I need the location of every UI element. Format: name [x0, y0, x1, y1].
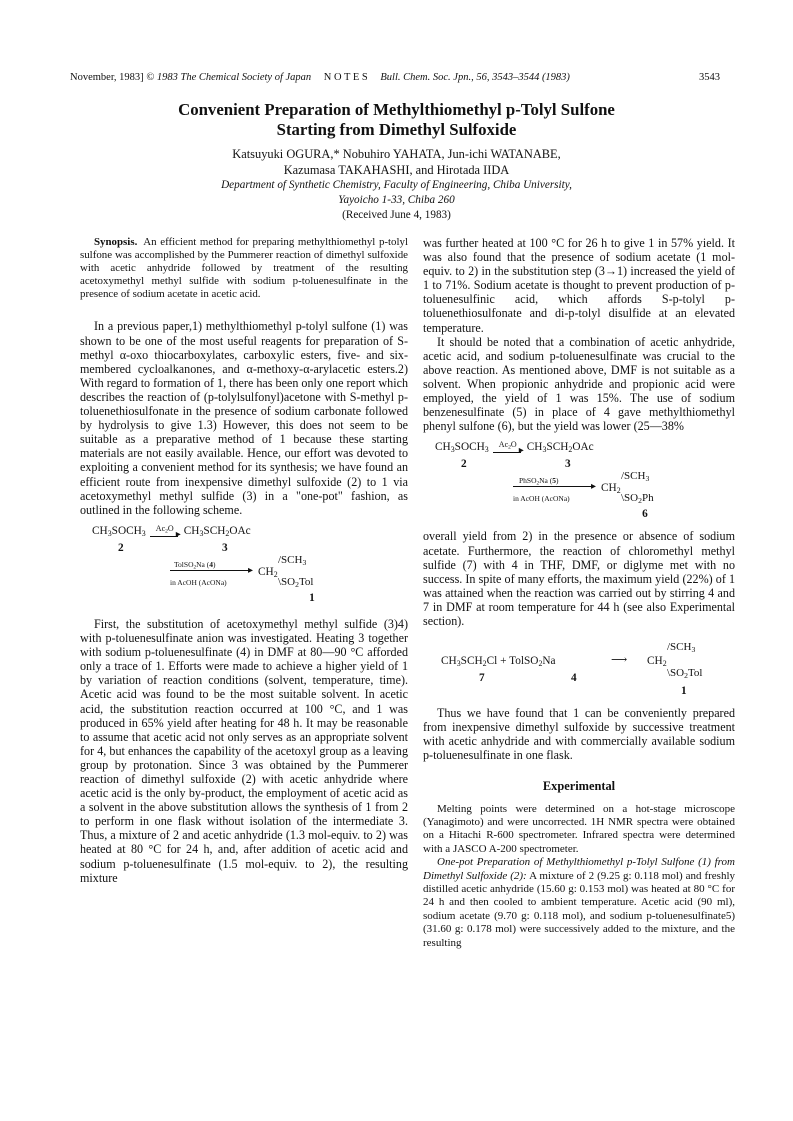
synopsis-label: Synopsis.	[94, 236, 138, 248]
scheme1-num-2: 2	[118, 541, 124, 554]
scheme3-final-top: $/SCH_3$	[667, 641, 696, 655]
scheme3-final-bottom: $\backslash SO_2Tol$	[667, 667, 703, 681]
title-line-1: Convenient Preparation of Methylthiomethyl p-Tolyl Sulfone	[178, 100, 615, 119]
paragraph-combination: It should be noted that a combination of acetic anhydride, acetic acid, and sodium p-toluenesulfinate was crucial to the above reaction. As mentioned above, DMF is not suitable as a solvent. When propionic anhydride and propionic acid were employed, the yield of 1 was 15%. The use of sodium benzenesulfinate (5) in place of 4 gave methylthiomethyl phenyl sulfone (6), but the yield was lower (25—38%	[423, 334, 735, 434]
authors-line-2: Kazumasa TAKAHASHI, and Hirotada IIDA	[283, 163, 510, 177]
scheme2-final-top: $/SCH_3$	[621, 470, 650, 484]
experimental-paragraph-2	[423, 856, 735, 950]
running-header	[70, 72, 720, 83]
intro-paragraph: In a previous paper,1) methylthiomethyl p-tolyl sulfone (1) was shown to be one of the most useful reagents for preparation of S-methyl α-oxo thiocarboxylates, carboxylic esters, five- and six-membered cycloalkanones, and α-methoxy-α-arylacetic esters.2) With regard to formation of 1, there has been only one report which describes the reaction of (p-tolylsulfonyl)acetone with S-methyl p-toluenethiosulfonate in the presence of sodium carbonate followed by hydrolysis to give 1.3) However, this does not seem to be suitable as a preparative method of 1 because these starting materials are not easily available. Hence, our effort was devoted to exploiting a convenient method for its synthesis; we have found an efficient route from inexpensive dimethyl sulfoxide (2) to 1 via acetoxymethyl methyl sulfide (3) in a "one-pot" fashion, as outlined in the following scheme.	[80, 319, 408, 517]
scheme2-arrow: $Ac_2O$ ▸	[493, 444, 523, 457]
paragraph-yield: was further heated at 100 °C for 26 h to give 1 in 57% yield. It was also found that the presence of sodium acetate (1 mol-equiv. to 2) in the substitution step (3→1) increased the yield of 1 to 71%. Sodium acetate is thought to prevent production of p-toluenesulfinic acid, which affords S-p-tolyl p-toluenethiosulfonate and di-p-tolyl disulfide at an elevated temperature.	[423, 236, 735, 335]
scheme3-num-4: 4	[571, 672, 577, 685]
scheme3-num-7: 7	[479, 672, 485, 685]
scheme1-final-top: $/SCH_3$	[278, 553, 307, 567]
left-column	[80, 236, 408, 885]
scheme2-final-bottom: $\backslash SO_2Ph$	[621, 492, 654, 506]
affiliation-line-2: Yayoicho 1-33, Chiba 260	[338, 194, 455, 206]
scheme1-num-3: 3	[222, 541, 228, 554]
experimental-heading: Experimental	[542, 778, 616, 793]
scheme3-arrow: ⟶	[611, 654, 628, 667]
header-section: N O T E S	[323, 72, 368, 83]
scheme2-num-2: 2	[461, 458, 467, 471]
scheme2-num-3: 3	[565, 458, 571, 471]
header-date: November, 1983]	[70, 72, 144, 83]
right-column	[423, 236, 735, 950]
article-title	[40, 100, 753, 140]
scheme2-product: $CH_3SCH_2OAc$	[526, 441, 594, 455]
reaction-scheme-1: $CH_3SOCH_3$ $Ac_2O$ ▸ $CH_3SCH_2OAc$ 2 3 TolSO$_2$Na (4) ▸ in AcOH (AcONa) $CH_2$ $/SCH_3$ $\backslash SO_2Tol$ 1	[92, 524, 408, 605]
scheme1-reactant: $CH_3SOCH_3$	[92, 524, 146, 538]
scheme1-final-mid: $CH_2$	[258, 565, 278, 579]
scheme1-product: $CH_3SCH_2OAc$	[183, 524, 251, 538]
page-number: 3543	[699, 72, 720, 83]
scheme1-cond-top: TolSO$_2$Na (4)	[174, 559, 216, 571]
experimental-procedure: A mixture of 2 (9.25 g: 0.118 mol) and freshly distilled acetic anhydride (15.60 g: 0.153 mol) was heated at 80 °C for 24 h and then cooled to ambient temperature. Acetic acid (90 ml), sodium acetate (9.70 g: 0.118 mol), and sodium p-toluenesulfinate5) (31.60 g: 0.178 mol) were successively added to the mixture, and the resulting	[423, 869, 735, 949]
scheme3-reactants: $CH_3SCH_2Cl$ + TolSO$_2$Na	[441, 655, 556, 669]
title-line-2: Starting from Dimethyl Sulfoxide	[276, 120, 517, 139]
scheme1-num-1: 1	[309, 591, 315, 604]
received-date: (Received June 4, 1983)	[342, 209, 451, 221]
experimental-subheading: One-pot Preparation of Methylthiomethyl p-Tolyl Sulfone (1) from Dimethyl Sulfoxide (2):	[423, 856, 735, 882]
synopsis	[80, 236, 408, 301]
scheme1-reagent: $Ac_2O$	[155, 523, 174, 535]
header-journal: Bull. Chem. Soc. Jpn., 56, 3543–3544 (1983)	[380, 72, 570, 83]
experimental-paragraph-1: Melting points were determined on a hot-stage microscope (Yanagimoto) and were uncorrected. 1H NMR spectra were obtained on a Hitachi R-600 spectrometer. Infrared spectra were determined with a JASCO A-200 spectrometer.	[423, 802, 735, 855]
authors-line-1: Katsuyuki OGURA,* Nobuhiro YAHATA, Jun-ichi WATANABE,	[232, 147, 561, 161]
affiliation-line-1: Department of Synthetic Chemistry, Faculty of Engineering, Chiba University,	[221, 179, 572, 191]
scheme2-num-6: 6	[642, 508, 648, 521]
scheme1-arrow: $Ac_2O$ ▸	[150, 528, 180, 541]
scheme2-reactant: $CH_3SOCH_3$	[435, 441, 489, 455]
paragraph-overall-yield: overall yield from 2) in the presence or absence of sodium acetate. Furthermore, the reaction of chloromethyl methyl sulfide (7) with 4 in THF, DMF, or diglyme met with no success. In spite of many efforts, the maximum yield (22%) of 1 was attained when the reaction was carried out by stirring 4 and 7 in DMF at room temperature for 44 h (see also Experimental section).	[423, 529, 735, 629]
paragraph-conclusion: Thus we have found that 1 can be conveniently prepared from inexpensive dimethyl sulfoxide by successive treatment with acetic anhydride and with commercially available sodium p-toluenesulfinate in one flask.	[423, 706, 735, 763]
scheme1-final-bottom: $\backslash SO_2Tol$	[278, 575, 314, 589]
scheme2-arrow-2	[513, 486, 595, 487]
reaction-scheme-2: $CH_3SOCH_3$ $Ac_2O$ ▸ $CH_3SCH_2OAc$ 2 3 PhSO$_2$Na (5) ▸ in AcOH (AcONa) $CH_2$ $/SCH_3$ $\backslash SO_2Ph$ 6	[435, 440, 654, 521]
affiliation	[40, 178, 753, 223]
paragraph-substitution: First, the substitution of acetoxymethyl methyl sulfide (3)4) with p-toluenesulfinate anion was investigated. Heating 3 together with sodium p-toluenesulfinate (4) in DMF at 80—90 °C afforded only a trace of 1. Efforts were made to achieve a higher yield of 1 by variation of reaction conditions (solvent, temperature, time). Acetic acid was found to be the most suitable solvent. In acetic acid, the substitution reaction occurred at 100 °C, and 1 was produced in 65% yield after heating for 48 h. It may be reasonable to assume that acetic acid not only serves as an appropriate solvent for 4, but enhances the capability of the acetoxyl group as a leaving group by protonation. Since 3 was obtained by the Pummerer reaction of dimethyl sulfoxide (2) with acetic anhydride where acetic acid is the only by-product, the employment of acetic acid as a solvent in the above substitution allows the synthesis of 1 from 2 to perform in one flask without isolation of the intermediate 3. Thus, a mixture of 2 and acetic anhydride (1.3 mol-equiv. to 2) was heated at 80 °C for 24 h, and, after addition of acetic acid and sodium p-toluenesulfinate (1.5 mol-equiv. to 2), the resulting mixture	[80, 616, 408, 885]
synopsis-text: An efficient method for preparing methylthiomethyl p-tolyl sulfone was accomplished by the Pummerer reaction of dimethyl sulfoxide with acetic anhydride followed by treatment of the resulting acetoxymethyl methyl sulfide with sodium p-toluenesulfinate in the presence of sodium acetate in acetic acid.	[80, 236, 408, 301]
reaction-scheme-3	[441, 638, 735, 696]
scheme2-cond-bottom: in AcOH (AcONa)	[513, 494, 570, 504]
scheme3-final-mid: $CH_2$	[647, 655, 667, 669]
header-copyright: © 1983 The Chemical Society of Japan	[146, 72, 312, 83]
scheme2-cond-top: PhSO$_2$Na (5)	[519, 476, 559, 487]
scheme3-num-1: 1	[681, 685, 687, 698]
scheme2-reagent: $Ac_2O$	[498, 440, 517, 451]
scheme1-arrow-2	[170, 570, 252, 571]
scheme2-final-mid: $CH_2$	[601, 482, 621, 496]
authors	[40, 146, 753, 178]
scheme1-cond-bottom: in AcOH (AcONa)	[170, 577, 227, 587]
